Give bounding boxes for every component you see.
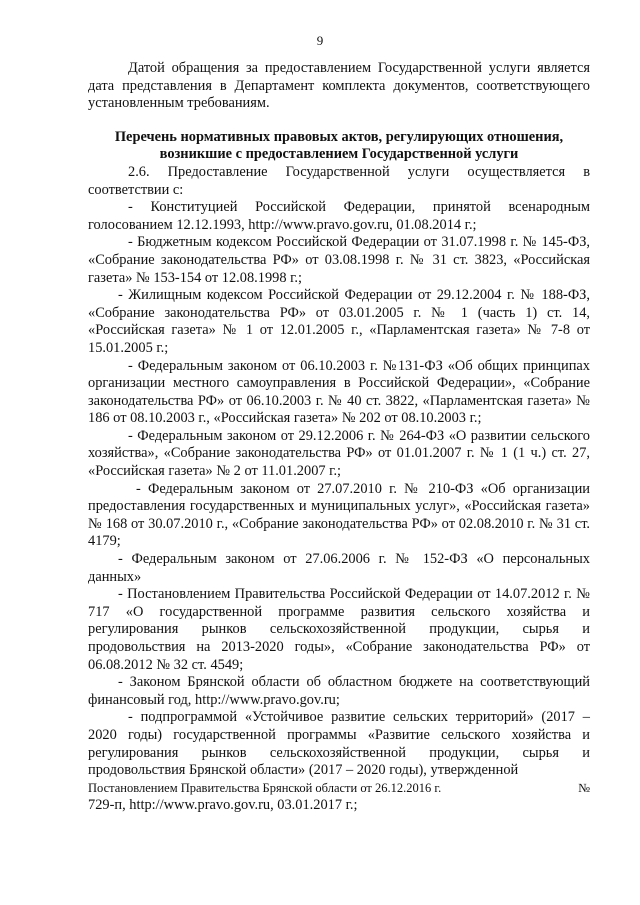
page-number: 9 xyxy=(316,33,324,48)
section-heading: Перечень нормативных правовых актов, регулирующих отношения, возникшие с предоставлением Государственной услуги xyxy=(114,128,564,163)
reference-item: - Федеральным законом от 27.06.2006 г. № 152-ФЗ «О персональных данных» xyxy=(88,551,590,585)
reference-item: - Федеральным законом от 29.12.2006 г. № 264-ФЗ «О развитии сельского хозяйства», «Собрание законодательства РФ» от 01.01.2007 г. № 1 (1 ч.) ст. 27, «Российская газета» № 2 от 11.01.2007 г.; xyxy=(88,427,590,480)
resolution-line xyxy=(88,780,590,797)
reference-item: - Федеральным законом от 27.07.2010 г. № 210-ФЗ «Об организации предоставления государственных и муниципальных услуг», «Российская газета» № 168 от 30.07.2010 г., «Собрание законодательства РФ» от 02.08.2010 г. № 31 ст. 4179; xyxy=(88,480,590,550)
reference-item: - подпрограммой «Устойчивое развитие сельских территорий» (2017 – 2020 годы) государственной программы «Развитие сельского хозяйства и регулирования рынков сельскохозяйственной продукции, сырья и продовольствия Брянской области» (2017 – 2020 годы), утвержденной xyxy=(88,709,590,779)
document-body xyxy=(88,60,590,814)
number-sign: № xyxy=(578,780,590,795)
intro-paragraph: Датой обращения за предоставлением Государственной услуги является дата представления в Департамент комплекта документов, соответствующего установленным требованиям. xyxy=(88,60,590,112)
final-line: 729-п, http://www.pravo.gov.ru, 03.01.2017 г.; xyxy=(88,796,358,813)
resolution-text: Постановлением Правительства Брянской области от 26.12.2016 г. xyxy=(88,780,442,795)
clause-paragraph: 2.6. Предоставление Государственной услуги осуществляется в соответствии с: xyxy=(88,163,590,198)
reference-item: - Конституцией Российской Федерации, принятой всенародным голосованием 12.12.1993, http://www.pravo.gov.ru, 01.08.2014 г.; xyxy=(88,199,590,233)
reference-item: - Законом Брянской области об областном бюджете на соответствующий финансовый год, http://www.pravo.gov.ru; xyxy=(88,674,590,708)
reference-item: - Жилищным кодексом Российской Федерации от 29.12.2004 г. № 188-ФЗ, «Собрание законодательства РФ» от 03.01.2005 г. № 1 (часть 1) ст. 14, «Российская газета» № 1 от 12.01.2005 г., «Парламентская газета» № 7-8 от 15.01.2005 г.; xyxy=(88,287,590,356)
reference-item: - Федеральным законом от 06.10.2003 г. №131-ФЗ «Об общих принципах организации местного самоуправления в Российской Федерации», «Собрание законодательства РФ» от 06.10.2003 г. № 40 ст. 3822, «Парламентская газета» № 186 от 08.10.2003 г., «Российская газета» № 202 от 08.10.2003 г.; xyxy=(88,357,590,427)
reference-item: - Постановлением Правительства Российской Федерации от 14.07.2012 г. № 717 «О государственной программе развития сельского хозяйства и регулирования рынков сельскохозяйственной продукции, сырья и продовольствия на 2013-2020 годы», «Собрание законодательства РФ» от 06.08.2012 № 32 ст. 4549; xyxy=(88,586,590,673)
reference-item: - Бюджетным кодексом Российской Федерации от 31.07.1998 г. № 145-ФЗ, «Собрание законодательства РФ» от 03.08.1998 г. № 31 ст. 3823, «Российская газета» № 153-154 от 12.08.1998 г.; xyxy=(88,234,590,286)
